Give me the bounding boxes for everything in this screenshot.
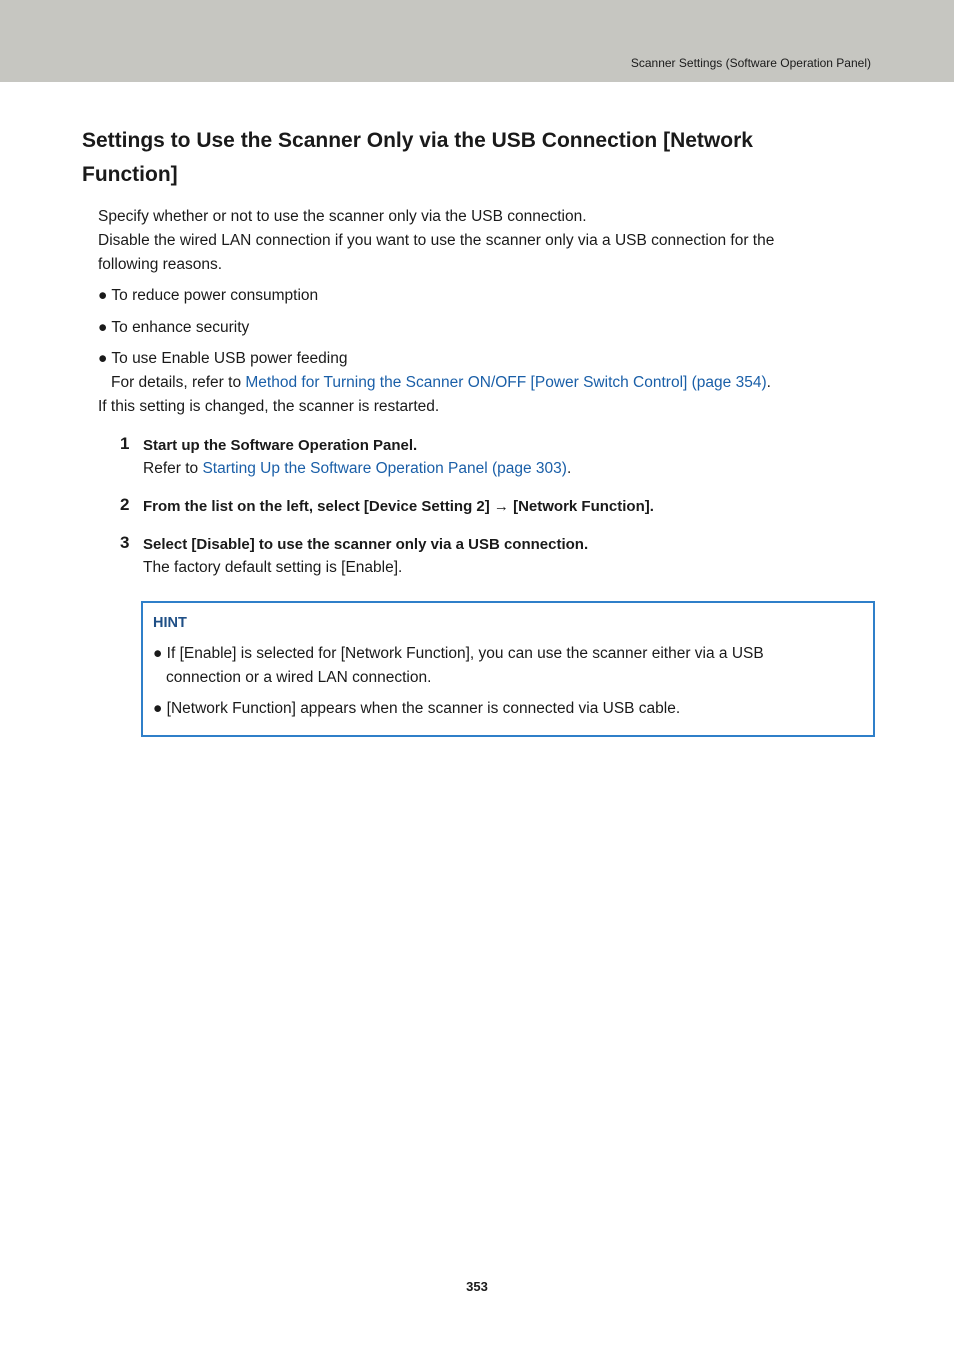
step-body	[143, 460, 571, 478]
details-suffix: .	[766, 374, 771, 391]
restart-note: If this setting is changed, the scanner is restarted.	[98, 398, 440, 415]
hint-item-2: ● [Network Function] appears when the scanner is connected via USB cable.	[153, 700, 681, 717]
step-number: 3	[120, 533, 130, 552]
bullet-item: ● To enhance security	[98, 319, 250, 336]
page-number: 353	[466, 1279, 488, 1294]
hint-box	[141, 601, 875, 737]
power-switch-link[interactable]: Method for Turning the Scanner ON/OFF [Power Switch Control] (page 354)	[245, 374, 767, 391]
page-title	[82, 124, 882, 192]
step-number: 2	[120, 495, 130, 514]
page-header	[0, 0, 954, 82]
hint-item-1-line-1: ● If [Enable] is selected for [Network Function], you can use the scanner either via a USB	[153, 645, 764, 662]
bullet-item: ● To reduce power consumption	[98, 287, 319, 304]
hint-title: HINT	[153, 615, 187, 631]
intro-paragraph-1: Specify whether or not to use the scanner only via the USB connection.	[98, 208, 587, 225]
bullet-item: ● To use Enable USB power feeding	[98, 350, 348, 367]
step-body-suffix: .	[566, 460, 572, 477]
step-title: Select [Disable] to use the scanner only via a USB connection.	[143, 536, 589, 553]
step-body-prefix: Refer to	[143, 460, 203, 477]
details-line	[111, 371, 771, 395]
page-title-line-2: Function]	[82, 163, 178, 186]
step-title: Start up the Software Operation Panel.	[143, 437, 418, 454]
intro-paragraph-2b: following reasons.	[98, 256, 223, 273]
hint-item-1-line-2: connection or a wired LAN connection.	[166, 669, 432, 686]
header-section-title: Scanner Settings (Software Operation Panel)	[630, 56, 871, 70]
step-number: 1	[120, 434, 130, 453]
software-panel-link[interactable]: Starting Up the Software Operation Panel (page 303)	[202, 460, 567, 477]
page-title-line-1: Settings to Use the Scanner Only via the USB Connection [Network	[82, 129, 753, 152]
step-title: From the list on the left, select [Device Setting 2] → [Network Function].	[143, 498, 654, 515]
details-prefix: For details, refer to	[111, 374, 246, 391]
step-body: The factory default setting is [Enable].	[143, 559, 403, 576]
intro-paragraph-2a: Disable the wired LAN connection if you want to use the scanner only via a USB connection for the	[98, 232, 775, 249]
